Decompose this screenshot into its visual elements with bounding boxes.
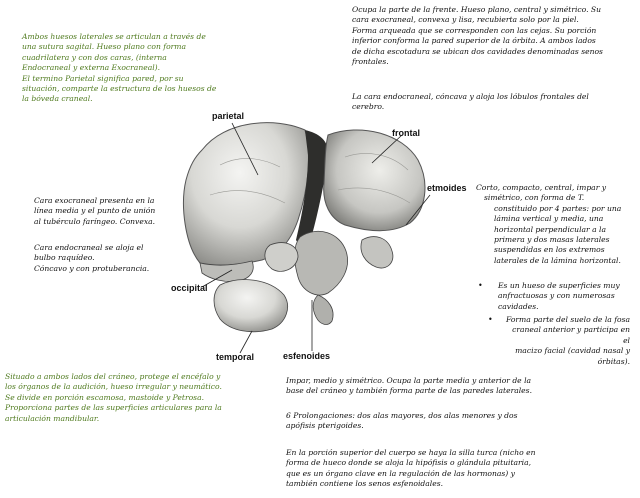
note-line: cavidades. [498, 301, 539, 311]
note-line: articulación mandibular. [5, 413, 100, 423]
label-parietal: parietal [212, 111, 245, 121]
etmoides-bullet-2 [506, 315, 630, 367]
note-line: los órganos de la audición, hueso irregular y neumático. [5, 382, 222, 392]
note-line: La cara endocraneal, cóncava y aloja los lóbulos frontales del [352, 92, 589, 101]
note-line: laterales de la lámina horizontal. [494, 255, 621, 265]
note-line: craneal anterior y participa en el [512, 325, 630, 345]
note-line: lámina vertical y media, una [494, 214, 604, 224]
note-line: Impar, medio y simétrico. Ocupa la parte media y anterior de la [286, 376, 532, 385]
note-line: Es un hueso de superficies muy [498, 281, 620, 290]
temporal-bone [214, 280, 288, 332]
note-line: una sutura sagital. Hueso plano con forma [22, 42, 187, 52]
esfenoides-description-2 [286, 411, 517, 432]
esfenoides-description [286, 376, 532, 397]
parietal-bone [184, 123, 309, 265]
label-occipital: occipital [171, 283, 208, 293]
note-line: Ambos huesos laterales se articulan a través de [22, 32, 206, 41]
note-line: Corto, compacto, central, impar y [476, 183, 607, 192]
note-line: suspendidas en los extremos [494, 245, 605, 255]
note-line: también contiene los senos esfenoidales. [286, 479, 444, 489]
note-line: constituido por 4 partes: por una [494, 203, 622, 213]
sphenoid-wing [313, 295, 333, 324]
note-line: El termino Parietal significa pared, por su [22, 73, 184, 83]
label-frontal: frontal [392, 128, 420, 138]
note-line: Cóncavo y con protuberancia. [34, 263, 150, 273]
esfenoides-description-3 [286, 448, 535, 490]
ethmoid-bone [361, 237, 393, 268]
note-line: que es un órgano clave en la regulación de las hormonas) y [286, 468, 515, 478]
note-line: Se divide en porción escamosa, mastoide y Petrosa. [5, 392, 205, 402]
note-line: horizontal perpendicular a la [494, 224, 606, 234]
note-line: línea media y el punto de unión [34, 206, 156, 216]
note-line: primera y dos masas laterales [494, 235, 610, 245]
note-line: macizo facial (cavidad nasal y [515, 346, 630, 356]
note-line: órbitas). [597, 356, 630, 366]
note-line: inferior conforma la pared superior de la órbita. A ambos lados [352, 36, 596, 46]
note-line: Cara exocraneal presenta en la [34, 196, 155, 205]
note-line: de dicha escotadura se ubican dos cavidades denominadas senos [352, 46, 603, 56]
note-line: Forma parte del suelo de la fosa [506, 315, 631, 324]
frontal-bone [324, 130, 425, 231]
note-line: Forma arqueada que se corresponden con las cejas. Su porción [352, 25, 597, 35]
occipital-description-2 [34, 243, 149, 274]
note-line: base del cráneo y también forma parte de las paredes laterales. [286, 386, 532, 396]
note-line: la bóveda craneal. [22, 94, 93, 104]
sphenoid-fragment [265, 243, 298, 272]
note-line: cuadrilatera y con dos caras, (interna [22, 52, 167, 62]
note-line: simétrico, con forma de T. [484, 193, 585, 203]
label-temporal: temporal [216, 352, 255, 362]
bullet-icon: • [488, 315, 493, 324]
etmoides-bullet-1 [498, 281, 620, 312]
note-line: apófisis pterigoides. [286, 421, 364, 431]
parietal-description [22, 32, 216, 105]
note-line: bulbo raquídeo. [34, 253, 95, 263]
skull-illustration [140, 95, 470, 365]
label-etmoides: etmoides [427, 183, 467, 193]
note-line: frontales. [352, 57, 389, 67]
note-line: Situado a ambos lados del cráneo, protege el encéfalo y [5, 372, 221, 381]
note-line: cerebro. [352, 102, 385, 112]
temporal-description [5, 372, 222, 424]
note-line: anfractuosas y con numerosas [498, 291, 615, 301]
sphenoid-bone [295, 231, 348, 295]
note-line: Cara endocraneal se aloja el [34, 243, 144, 252]
note-line: 6 Prolongaciones: dos alas mayores, dos alas menores y dos [286, 411, 518, 420]
note-line: situación, comparte la estructura de los huesos de [22, 84, 217, 94]
bullet-icon: • [478, 281, 483, 290]
etmoides-description [476, 183, 621, 266]
note-line: forma de hueco donde se aloja la hipófisis o glándula pituitaria, [286, 458, 532, 468]
note-line: Proporciona partes de las superficies articulares para la [5, 403, 222, 413]
note-line: cara exocraneal, convexa y lisa, recubierta solo por la piel. [352, 15, 579, 25]
occipital-description [34, 196, 155, 227]
note-line: En la porción superior del cuerpo se haya la silla turca (nicho en [286, 448, 536, 457]
label-esfenoides: esfenoides [283, 351, 331, 361]
note-line: Endocraneal y externa Exocraneal). [22, 63, 161, 73]
note-line: al tubérculo faríngeo. Convexa. [34, 216, 156, 226]
note-line: Ocupa la parte de la frente. Hueso plano, central y simétrico. Su [352, 5, 601, 14]
frontal-description [352, 5, 603, 67]
